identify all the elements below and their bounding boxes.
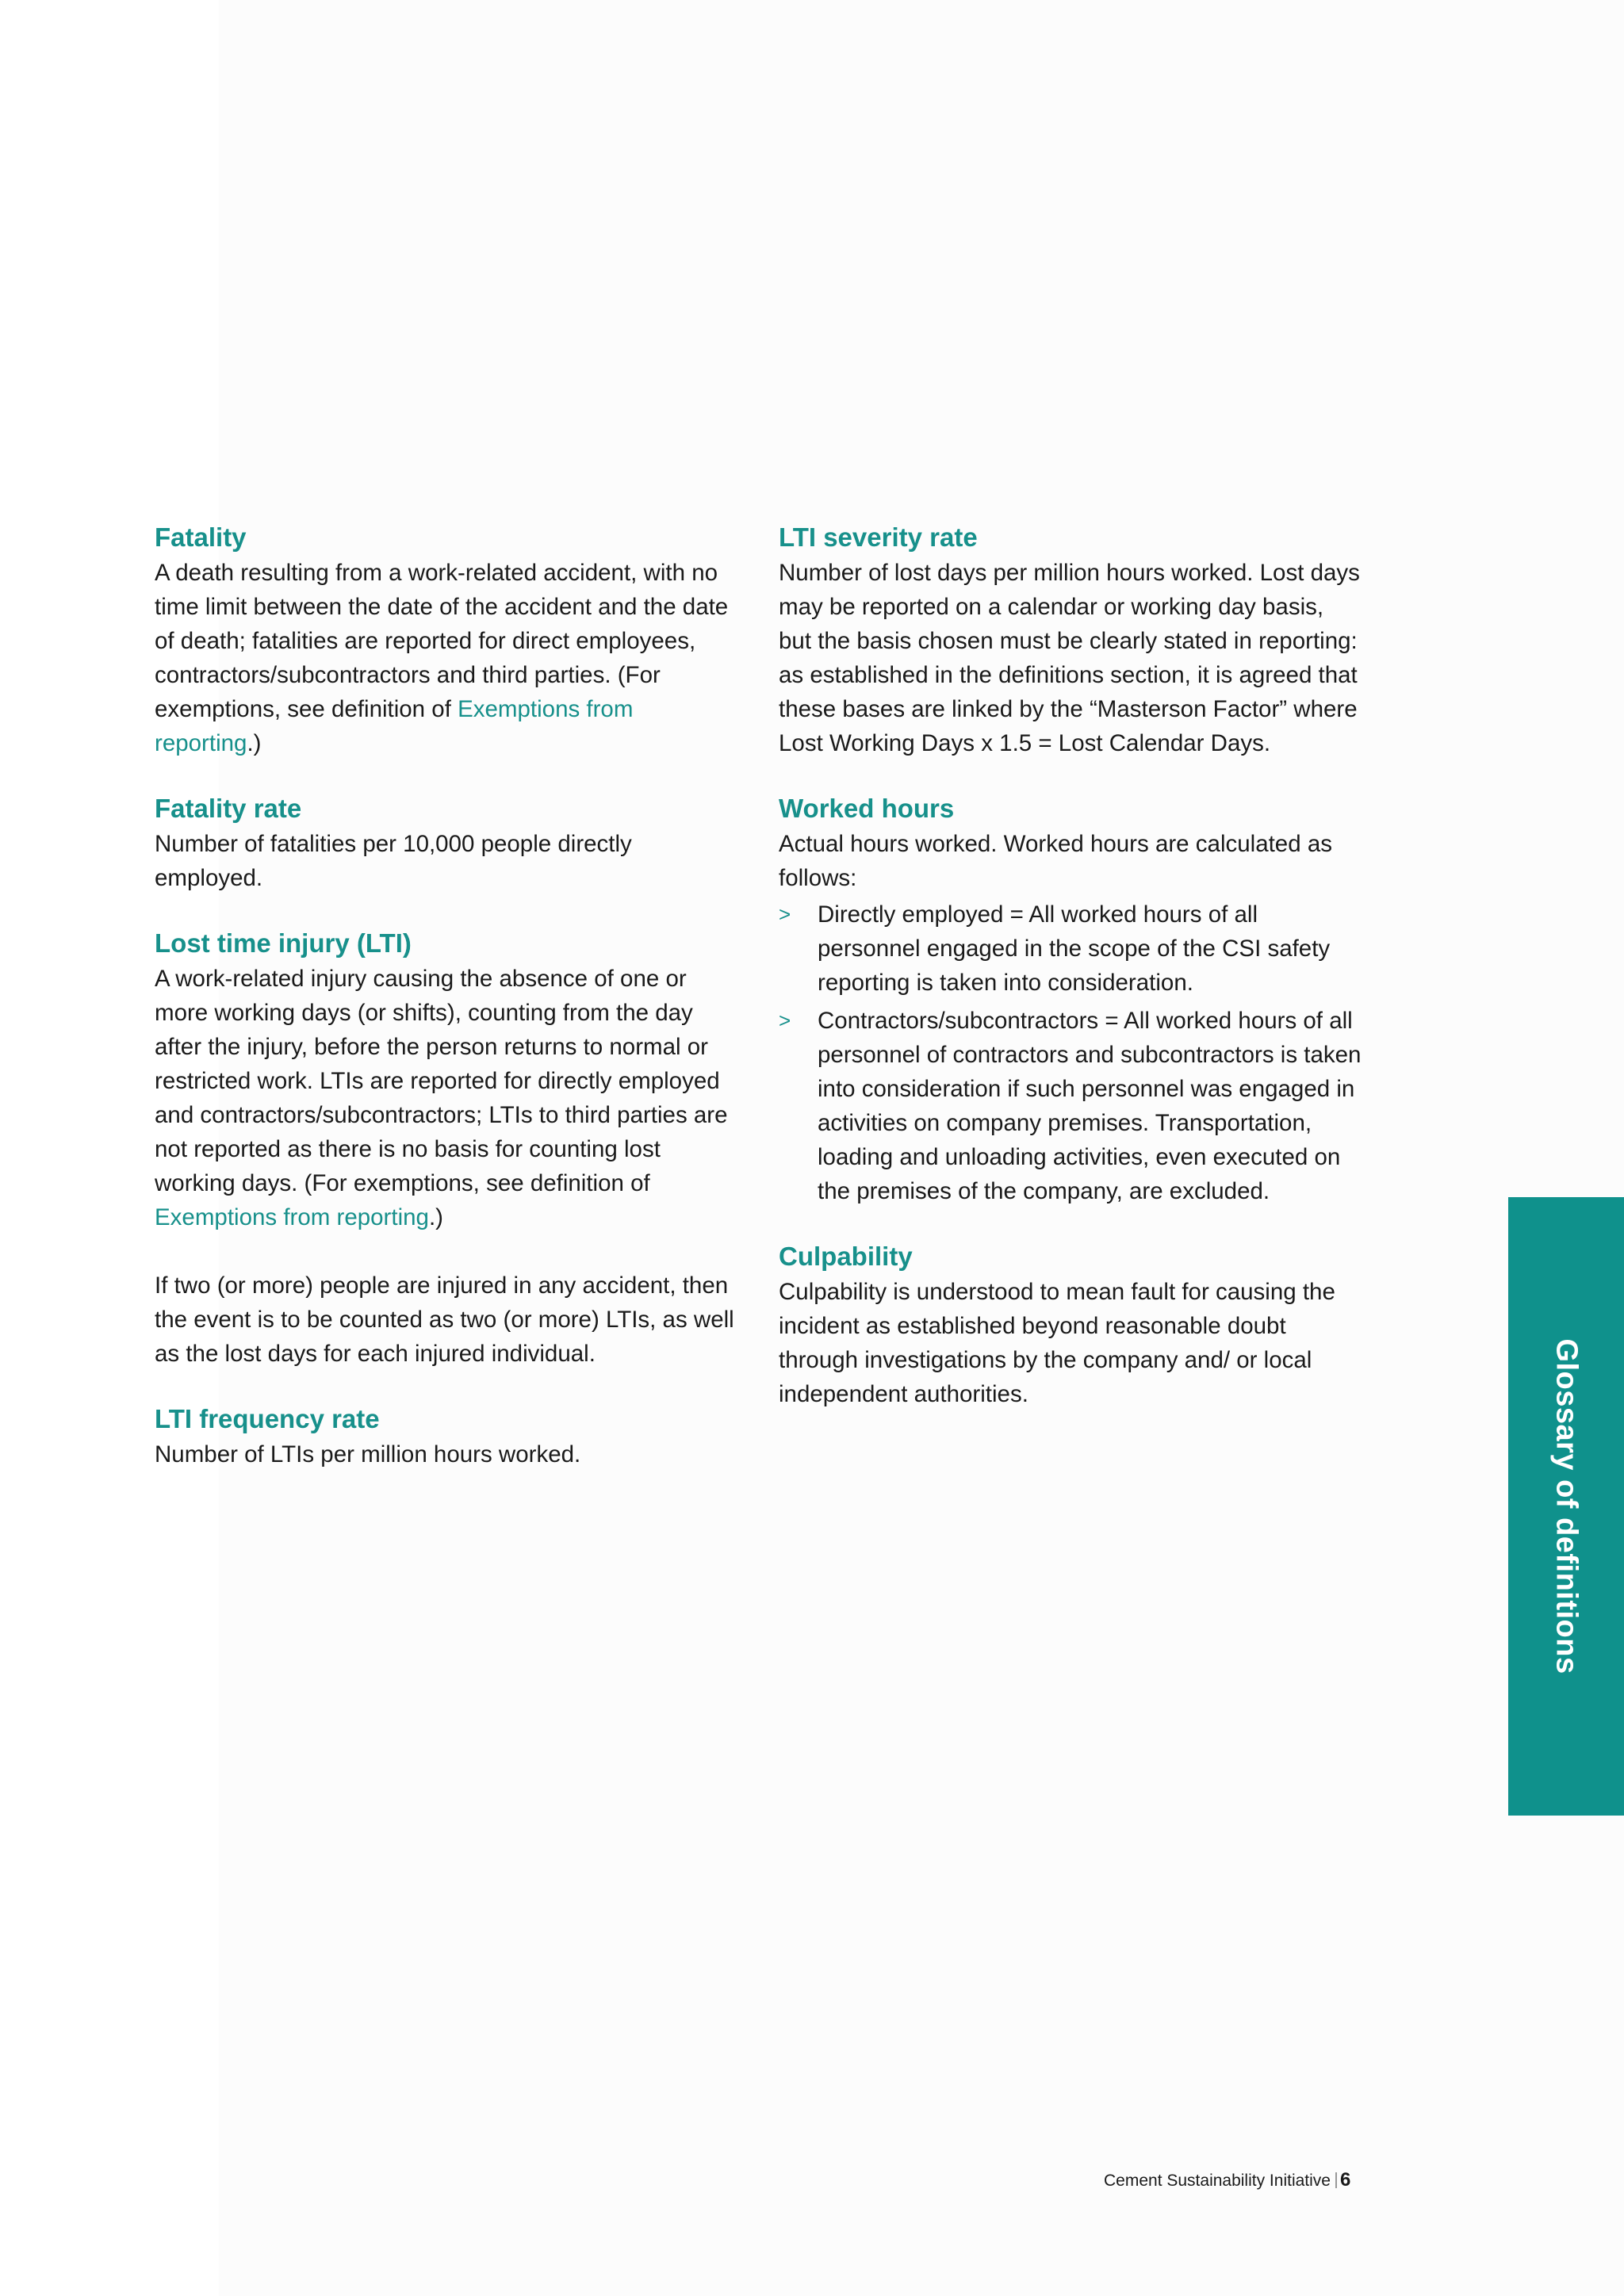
- term-definition: Actual hours worked. Worked hours are calculated as follows:: [779, 831, 1332, 891]
- term-heading: Fatality: [155, 522, 247, 552]
- entry-lti-frequency-rate: [155, 1401, 737, 1471]
- right-column: [779, 519, 1362, 1441]
- exemptions-link[interactable]: Exemptions from reporting: [155, 696, 634, 756]
- term-definition-paragraph-2: If two (or more) people are injured in any accident, then the event is to be counted as two (or more) LTIs, as well as the lost days for each injured individual.: [155, 1272, 734, 1367]
- section-side-tab[interactable]: [1508, 1197, 1624, 1816]
- term-definition: Number of LTIs per million hours worked.: [155, 1441, 581, 1468]
- list-item-text: Contractors/subcontractors = All worked hours of all personnel of contractors and subcontractors is taken into consideration if such personnel was engaged in activities on company premises. Transportation, loading and unloading activities, even executed on the premises of the company, are excluded.: [818, 1008, 1362, 1204]
- left-column: [155, 519, 737, 1502]
- term-heading: LTI severity rate: [779, 522, 978, 552]
- entry-culpability: [779, 1238, 1362, 1411]
- term-definition: Number of fatalities per 10,000 people directly employed.: [155, 831, 632, 891]
- term-heading: LTI frequency rate: [155, 1404, 380, 1433]
- chevron-right-icon: >: [779, 902, 791, 926]
- side-tab-label: Glossary of definitions: [1549, 1338, 1584, 1674]
- list-item-text: Directly employed = All worked hours of all personnel engaged in the scope of the CSI safety reporting is taken into consideration.: [818, 901, 1331, 996]
- term-definition: Culpability is understood to mean fault for causing the incident as established beyond reasonable doubt through investigations by the company and/ or local independent authorities.: [779, 1279, 1335, 1407]
- term-heading: Culpability: [779, 1242, 913, 1271]
- page-number: 6: [1339, 2169, 1351, 2191]
- footer-divider: [1335, 2172, 1337, 2188]
- bullet-list: [779, 897, 1362, 1208]
- term-definition: Number of lost days per million hours worked. Lost days may be reported on a calendar or working day basis, but the basis chosen must be clearly stated in reporting: as established in the definitions section, it is agreed that these bases are linked by the “Masterson Factor” where Lost Working Days x 1.5 = Lost Calendar Days.: [779, 560, 1360, 756]
- page-footer: [1104, 2169, 1350, 2191]
- entry-worked-hours: [779, 790, 1362, 1208]
- definition-tail: .): [247, 730, 262, 756]
- definition-tail: .): [428, 1204, 443, 1230]
- entry-lti-severity-rate: [779, 519, 1362, 760]
- term-definition: [155, 556, 737, 760]
- entry-fatality-rate: [155, 790, 737, 895]
- list-item: [779, 1004, 1362, 1208]
- exemptions-link[interactable]: Exemptions from reporting: [155, 1204, 429, 1230]
- list-item: [779, 897, 1362, 1000]
- entry-fatality: [155, 519, 737, 760]
- definition-text: A death resulting from a work-related accident, with no time limit between the date of the accident and the date of death; fatalities are reported for direct employees, contractors/subcontractors and third parties. (For exemptions, see definition of: [155, 560, 729, 722]
- entry-lti: [155, 925, 737, 1371]
- chevron-right-icon: >: [779, 1008, 791, 1032]
- term-heading: Lost time injury (LTI): [155, 928, 412, 958]
- term-heading: Worked hours: [779, 794, 955, 823]
- definition-text: A work-related injury causing the absence of one or more working days (or shifts), counting from the day after the injury, before the person returns to normal or restricted work. LTIs are reported for directly employed and contractors/subcontractors; LTIs to third parties are not reported as there is no basis for counting lost working days. (For exemptions, see definition of: [155, 966, 728, 1196]
- term-heading: Fatality rate: [155, 794, 302, 823]
- term-definition: [155, 962, 737, 1234]
- footer-org: Cement Sustainability Initiative: [1104, 2172, 1331, 2190]
